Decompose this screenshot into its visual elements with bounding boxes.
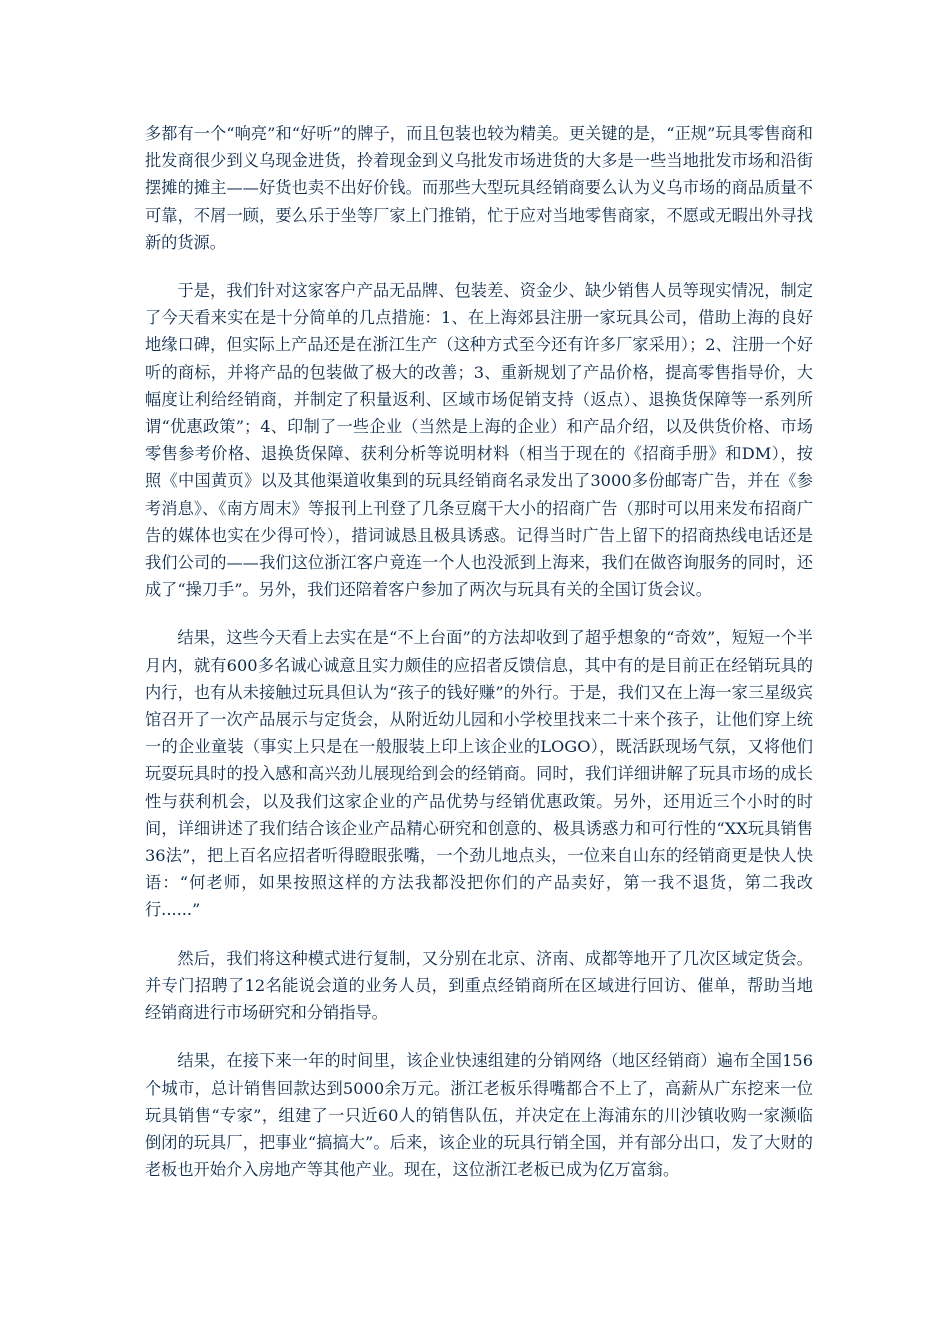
paragraph-measures: 于是，我们针对这家客户产品无品牌、包装差、资金少、缺少销售人员等现实情况，制定了今天看来实在是十分简单的几点措施：1、在上海郊县注册一家玩具公司，借助上海的良好地缘口碑，但实际上产品还是在浙江生产（这种方式至今还有许多厂家采用）；2、注册一个好听的商标，并将产品的包装做了极大的改善；3、重新规划了产品价格，提高零售指导价，大幅度让利给经销商，并制定了积量返利、区域市场促销支持（返点）、退换货保障等一系列所谓“优惠政策”；4、印制了一些企业（当然是上海的企业）和产品介绍，以及供货价格、市场零售参考价格、退换货保障、获利分析等说明材料（相当于现在的《招商手册》和DM），按照《中国黄页》以及其他渠道收集到的玩具经销商名录发出了3000多份邮寄广告，并在《参考消息》、《南方周末》等报刊上刊登了几条豆腐干大小的招商广告（那时可以用来发布招商广告的媒体也实在少得可怜），措词诚恳且极具诱惑。记得当时广告上留下的招商热线电话还是我们公司的——我们这位浙江客户竟连一个人也没派到上海来，我们在做咨询服务的同时，还成了“操刀手”。另外，我们还陪着客户参加了两次与玩具有关的全国订货会议。 (145, 281, 813, 600)
document-body (145, 120, 813, 1204)
paragraph-continuation: 多都有一个“响亮”和“好听”的牌子，而且包装也较为精美。更关键的是，“正规”玩具零售商和批发商很少到义乌现金进货，拎着现金到义乌批发市场进货的大多是一些当地批发市场和沿街摆摊的摊主——好货也卖不出好价钱。而那些大型玩具经销商要么认为义乌市场的商品质量不可靠，不屑一顾，要么乐于坐等厂家上门推销，忙于应对当地零售商家，不愿或无暇出外寻找新的货源。 (145, 124, 813, 252)
paragraph-results: 结果，这些今天看上去实在是“不上台面”的方法却收到了超乎想象的“奇效”，短短一个半月内，就有600多名诚心诚意且实力颇佳的应招者反馈信息，其中有的是目前正在经销玩具的内行，也有从未接触过玩具但认为“孩子的钱好赚”的外行。于是，我们又在上海一家三星级宾馆召开了一次产品展示与定货会，从附近幼儿园和小学校里找来二十来个孩子，让他们穿上统一的企业童装（事实上只是在一般服装上印上该企业的LOGO），既活跃现场气氛，又将他们玩耍玩具时的投入感和高兴劲儿展现给到会的经销商。同时，我们详细讲解了玩具市场的成长性与获利机会，以及我们这家企业的产品优势与经销优惠政策。另外，还用近三个小时的时间，详细讲述了我们结合该企业产品精心研究和创意的、极具诱惑力和可行性的“XX玩具销售36法”，把上百名应招者听得瞪眼张嘴，一个劲儿地点头，一位来自山东的经销商更是快人快语：“何老师，如果按照这样的方法我都没把你们的产品卖好，第一我不退货，第二我改行......” (145, 628, 813, 920)
paragraph-outcome: 结果，在接下来一年的时间里，该企业快速组建的分销网络（地区经销商）遍布全国156个城市，总计销售回款达到5000余万元。浙江老板乐得嘴都合不上了，高薪从广东挖来一位玩具销售“专家”，组建了一只近60人的销售队伍，并决定在上海浦东的川沙镇收购一家濒临倒闭的玩具厂，把事业“搞搞大”。后来，该企业的玩具行销全国，并有部分出口，发了大财的老板也开始介入房地产等其他产业。现在，这位浙江老板已成为亿万富翁。 (145, 1051, 813, 1180)
paragraph-replication: 然后，我们将这种模式进行复制，又分别在北京、济南、成都等地开了几次区域定货会。并专门招聘了12名能说会道的业务人员，到重点经销商所在区域进行回访、催单，帮助当地经销商进行市场研究和分销指导。 (145, 948, 813, 1023)
